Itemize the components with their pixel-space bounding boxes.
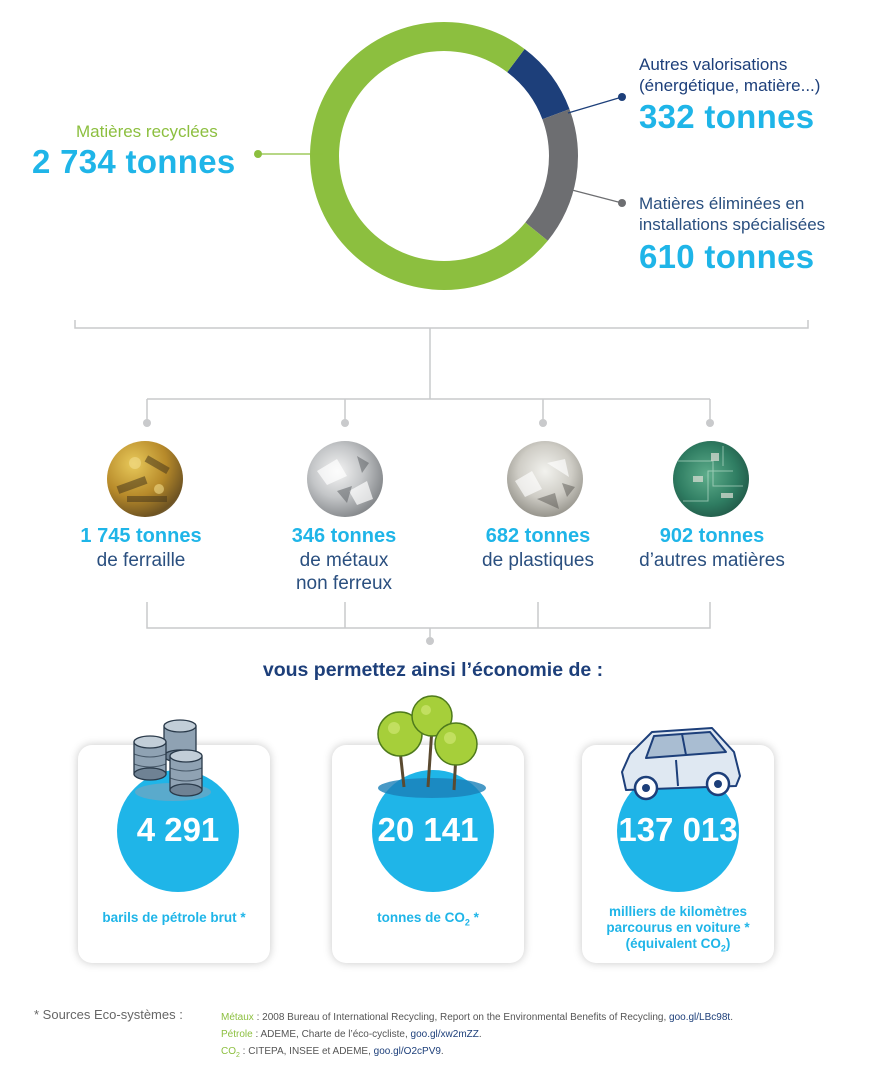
source-co2-label: CO <box>221 1046 236 1057</box>
other-connector <box>568 97 622 113</box>
source-petrole-end: . <box>478 1029 482 1040</box>
eliminated-label-1: Matières éliminées en <box>639 194 805 213</box>
source-petrole <box>221 1029 482 1040</box>
co2-caption-main: tonnes de CO <box>377 910 465 925</box>
source-metaux-link[interactable]: goo.gl/LBc98t <box>669 1012 731 1023</box>
co2-value: 20 141 <box>377 811 479 848</box>
circuit-texture <box>673 441 749 517</box>
other-dot <box>618 93 626 101</box>
car-caption-line3 <box>582 936 774 957</box>
category-value: 346 tonnes <box>291 525 397 547</box>
source-metaux-end: . <box>730 1012 733 1023</box>
car-caption-line3-end: ) <box>725 936 731 951</box>
plastics-photo <box>507 441 583 517</box>
other-label-2: (énergétique, matière...) <box>639 76 821 95</box>
source-metaux-text: : 2008 Bureau of International Recycling, Report on the Environmental Benefits of Recycling, <box>253 1012 670 1023</box>
category-metaux <box>249 523 439 595</box>
scrap-iron-photo <box>107 441 183 517</box>
recycled-label: Matières recyclées <box>76 122 218 141</box>
other-materials-photo <box>673 441 749 517</box>
source-co2-link[interactable]: goo.gl/O2cPV9 <box>373 1046 441 1057</box>
car-caption-line2: parcourus en voiture * <box>606 920 750 935</box>
source-metaux <box>221 1012 733 1023</box>
oil-value: 4 291 <box>136 811 220 848</box>
co2-caption-end: * <box>469 910 479 925</box>
source-co2 <box>221 1046 444 1059</box>
eliminated-dot <box>618 199 626 207</box>
donut-slice-2 <box>525 109 578 241</box>
category-label-line2: non ferreux <box>295 573 393 594</box>
savings-heading: vous permettez ainsi l’économie de : <box>262 659 604 681</box>
eliminated-connector <box>572 190 622 203</box>
metal-texture <box>307 441 383 517</box>
source-metaux-label: Métaux <box>221 1012 254 1023</box>
other-value: 332 tonnes <box>639 98 815 135</box>
trees-icon <box>370 692 500 798</box>
category-value: 682 tonnes <box>485 525 591 547</box>
source-petrole-label: Pétrole <box>221 1029 253 1040</box>
source-petrole-text: : ADEME, Charte de l’éco-cycliste, <box>252 1029 411 1040</box>
co2-caption <box>332 910 524 931</box>
eliminated-value: 610 tonnes <box>639 238 815 275</box>
oil-caption: barils de pétrole brut * <box>102 910 246 925</box>
non-ferrous-metal-photo <box>307 441 383 517</box>
scrap-iron-texture <box>107 441 183 517</box>
category-label-line1: de métaux <box>299 550 389 571</box>
recycled-dot <box>254 150 262 158</box>
other-label-1: Autres valorisations <box>639 55 788 74</box>
category-autres <box>617 523 807 572</box>
car-caption <box>582 904 774 957</box>
category-ferraille <box>46 523 236 572</box>
source-co2-sub: 2 <box>236 1052 240 1059</box>
category-value: 1 745 tonnes <box>80 525 202 547</box>
donut-slice-0 <box>310 22 548 290</box>
category-label-line1: de ferraille <box>96 550 186 571</box>
category-plastiques <box>443 523 633 572</box>
category-label-line1: de plastiques <box>482 550 594 571</box>
car-icon <box>616 724 746 804</box>
car-caption-line3-main: (équivalent CO <box>625 936 721 951</box>
recycled-value: 2 734 tonnes <box>32 143 236 180</box>
source-petrole-link[interactable]: goo.gl/xw2mZZ <box>410 1029 479 1040</box>
category-label-line1: d’autres matières <box>639 550 785 571</box>
car-caption-line3-sub: 2 <box>720 943 726 954</box>
category-value: 902 tonnes <box>659 525 765 547</box>
oil-barrels-icon <box>128 712 218 804</box>
donut-slices <box>310 22 578 290</box>
co2-caption-sub: 2 <box>464 917 470 928</box>
car-value: 137 013 <box>618 811 738 848</box>
source-co2-text: : CITEPA, INSEE et ADEME, <box>239 1046 374 1057</box>
source-co2-end: . <box>440 1046 444 1057</box>
plastics-texture <box>507 441 583 517</box>
eliminated-label-2: installations spécialisées <box>639 215 826 234</box>
sources-title: * Sources Eco-systèmes : <box>34 1007 183 1022</box>
car-caption-line1: milliers de kilomètres <box>608 904 748 919</box>
